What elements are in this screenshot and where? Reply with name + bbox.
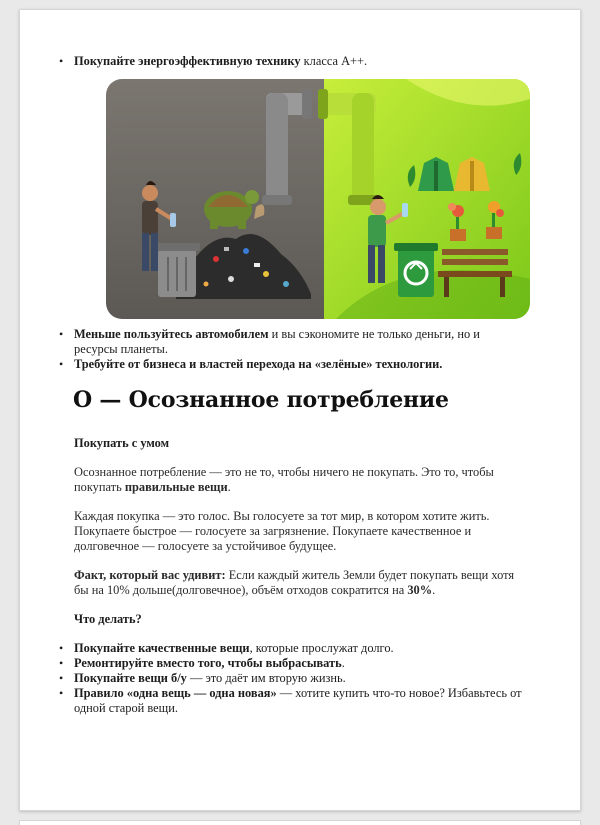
paragraph-2: Каждая покупка — это голос. Вы голосуете за тот мир, в котором хотите жить. Покупаете быстрое — голосуете за загрязнение. Покупаете качественное и долговечное — голосуете за устойчивое будущее. (74, 509, 490, 553)
list-item-text: и вы сэкономите не только деньги, но и ресурсы планеты. (74, 327, 480, 356)
paragraph-1 (74, 465, 524, 495)
list-item-bold: Покупайте качественные вещи (74, 641, 250, 655)
list-item-bold: Покупайте энергоэффективную технику (74, 54, 301, 68)
recycle-bin-icon (394, 243, 438, 297)
list-item-bold: Покупайте вещи б/у (74, 671, 187, 685)
list-item-text: класса А++. (300, 54, 368, 68)
next-page-edge (19, 820, 581, 825)
list-item (59, 686, 524, 716)
paragraph-bold: правильные вещи (124, 480, 228, 494)
list-item-bold: Ремонтируйте вместо того, чтобы выбрасывать (74, 656, 342, 670)
fact-label: Факт, который вас удивит: (74, 568, 226, 582)
list-item-text: — хотите купить что-то новое? Избавьтесь от одной старой вещи. (74, 686, 522, 715)
list-item (59, 327, 524, 357)
paragraph-fact (74, 568, 524, 598)
bullet-icon: • (59, 54, 64, 68)
list-item-text: — это даёт им вторую жизнь. (186, 671, 346, 685)
illustration-figure (106, 79, 530, 319)
section-title: О — Осознанное потребление (73, 387, 449, 413)
bullet-icon: • (59, 641, 64, 655)
fact-number: 30% (407, 583, 433, 597)
bullet-icon: • (59, 686, 64, 700)
list-item-text: , которые прослужат долго. (249, 641, 394, 655)
page-content (59, 54, 524, 716)
bullet-list-3 (59, 641, 524, 716)
paragraph-end: . (227, 480, 231, 494)
what-to-do-heading: Что делать? (74, 612, 142, 626)
bullet-icon: • (59, 327, 64, 341)
list-item-text: . (341, 656, 345, 670)
bullet-list-2 (59, 327, 524, 372)
list-item-bold: Требуйте от бизнеса и властей перехода на «зелёные» технологии. (74, 357, 443, 371)
list-item (59, 357, 524, 372)
list-item-bold: Правило «одна вещь — одна новая» (74, 686, 277, 700)
bullet-icon: • (59, 357, 64, 371)
bullet-list-1 (59, 54, 524, 69)
trash-bin-icon (154, 243, 200, 297)
fact-text: Если каждый житель Земли будет покупать вещи хотя бы на 10% дольше(долговечное), объём отходов сократится на (74, 568, 515, 597)
paragraph-text: Осознанное потребление — это не то, чтобы ничего не покупать. Это то, чтобы покупать (74, 465, 494, 494)
list-item-bold: Меньше пользуйтесь автомобилем (74, 327, 269, 341)
fact-end: . (432, 583, 436, 597)
illustration-svg (106, 79, 530, 319)
bullet-icon: • (59, 671, 64, 685)
list-item (59, 54, 524, 69)
section-subtitle: Покупать с умом (74, 436, 170, 450)
bullet-icon: • (59, 656, 64, 670)
list-item (59, 641, 524, 656)
list-item (59, 671, 524, 686)
list-item (59, 656, 524, 671)
